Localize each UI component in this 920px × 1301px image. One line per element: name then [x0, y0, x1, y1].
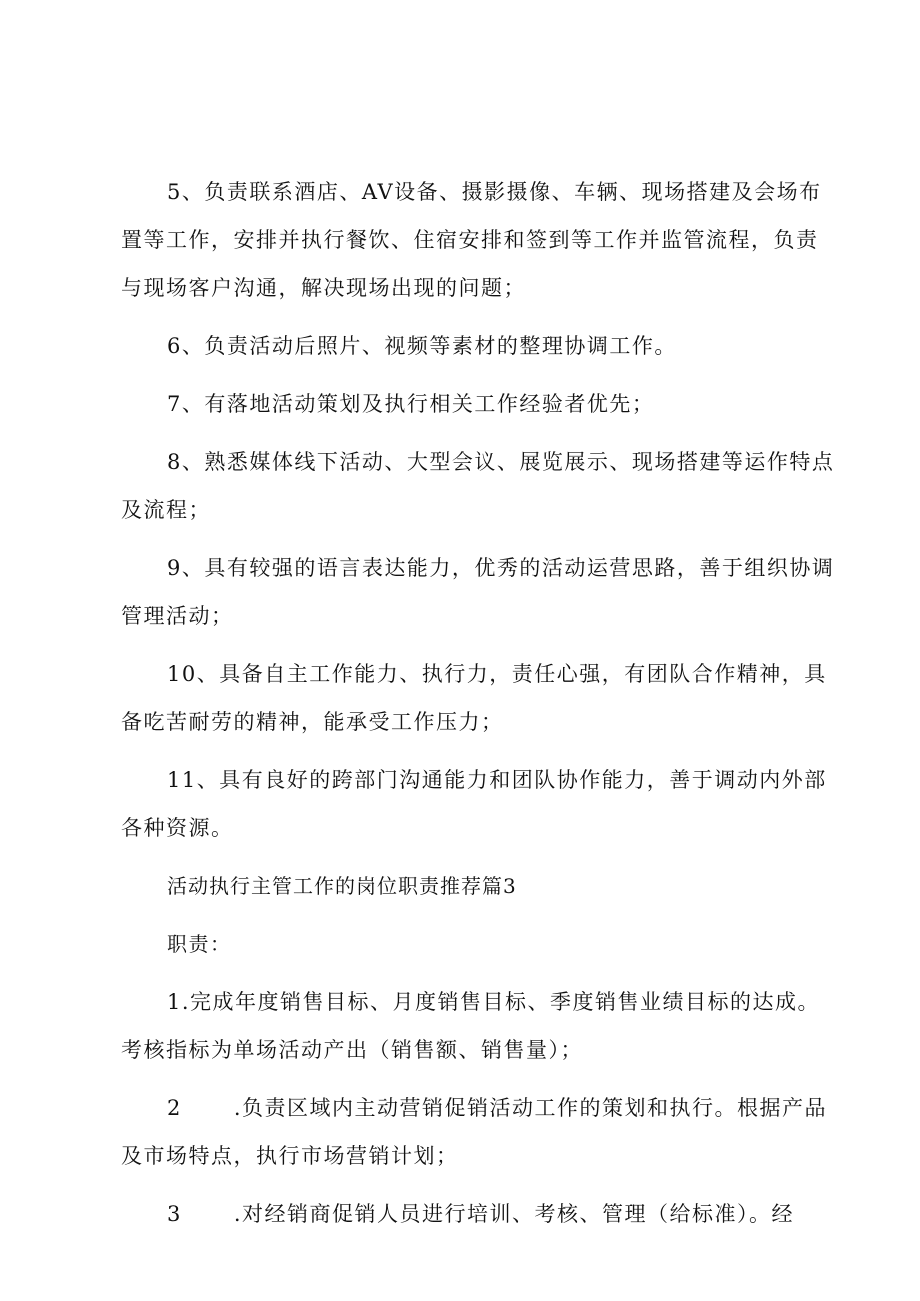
duty-item-2 — [121, 1084, 836, 1180]
paragraph-item-11: 11、具有良好的跨部门沟通能力和团队协作能力，善于调动内外部各种资源。 — [121, 768, 827, 840]
paragraph-item-6: 6、负责活动后照片、视频等素材的整理协调工作。 — [167, 334, 677, 358]
duties-label: 职责： — [167, 932, 232, 956]
duty-number: 2 — [167, 1096, 182, 1120]
duty-text: .对经销商促销人员进行培训、考核、管理（给标准）。经 — [233, 1202, 795, 1226]
duty-text: .完成年度销售目标、月度销售目标、季度销售业绩目标的达成。考核指标为单场活动产出（销售额、销售量）； — [121, 990, 821, 1062]
section-title: 活动执行主管工作的岗位职责推荐篇3 — [167, 874, 517, 898]
duty-number: 3 — [167, 1202, 182, 1226]
duty-number: 1 — [167, 990, 182, 1014]
document-body — [121, 168, 836, 1248]
duty-item-3 — [121, 1190, 836, 1238]
paragraph-item-10: 10、具备自主工作能力、执行力，责任心强，有团队合作精神，具备吃苦耐劳的精神，能承受工作压力； — [121, 662, 827, 734]
paragraph-item-5: 5、负责联系酒店、AV设备、摄影摄像、车辆、现场搭建及会场布置等工作，安排并执行餐饮、住宿安排和签到等工作并监管流程，负责与现场客户沟通，解决现场出现的问题； — [121, 180, 822, 300]
duty-text: .负责区域内主动营销促销活动工作的策划和执行。根据产品及市场特点，执行市场营销计划； — [121, 1096, 828, 1168]
paragraph-item-7: 7、有落地活动策划及执行相关工作经验者优先； — [167, 392, 655, 416]
paragraph-item-9: 9、具有较强的语言表达能力，优秀的活动运营思路，善于组织协调管理活动； — [121, 556, 835, 628]
paragraph-item-8: 8、熟悉媒体线下活动、大型会议、展览展示、现场搭建等运作特点及流程； — [121, 450, 835, 522]
duty-item-1 — [121, 978, 836, 1074]
